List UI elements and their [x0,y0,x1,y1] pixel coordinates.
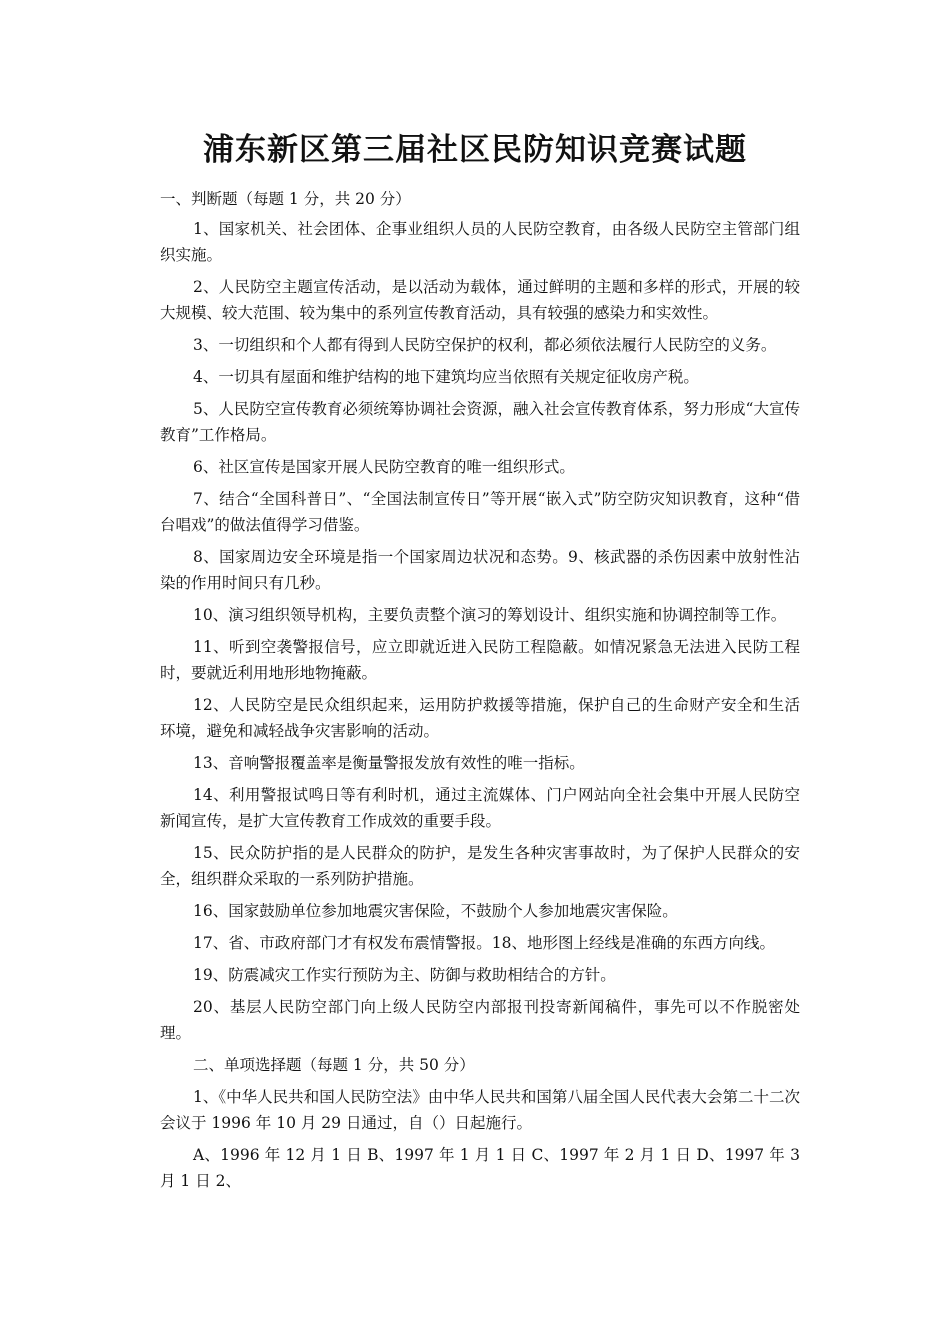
question-10: 10、演习组织领导机构，主要负责整个演习的筹划设计、组织实施和协调控制等工作。 [193,606,787,624]
page-title: 浦东新区第三届社区民防知识竞赛试题 [203,132,747,168]
question-15: 15、民众防护指的是人民群众的防护，是发生各种灾害事故时，为了保护人民群众的安全，组织群众采取的一系列防护措施。 [160,844,800,888]
question-20: 20、基层人民防空部门向上级人民防空内部报刊投寄新闻稿件，事先可以不作脱密处理。 [160,998,800,1042]
question-2: 2、人民防空主题宣传活动，是以活动为载体，通过鲜明的主题和多样的形式，开展的较大规模、较大范围、较为集中的系列宣传教育活动，具有较强的感染力和实效性。 [160,278,800,322]
document-body [160,186,800,1200]
question-8-9: 8、国家周边安全环境是指一个国家周边状况和态势。9、核武器的杀伤因素中放射性沾染的作用时间只有几秒。 [160,548,800,592]
question-12: 12、人民防空是民众组织起来，运用防护救援等措施，保护自己的生命财产安全和生活环境，避免和减轻战争灾害影响的活动。 [160,696,800,740]
question-19: 19、防震减灾工作实行预防为主、防御与救助相结合的方针。 [193,966,616,984]
question-14: 14、利用警报试鸣日等有利时机，通过主流媒体、门户网站向全社会集中开展人民防空新闻宣传，是扩大宣传教育工作成效的重要手段。 [160,786,800,830]
question-7: 7、结合“全国科普日”、“全国法制宣传日”等开展“嵌入式”防空防灾知识教育，这种“借台唱戏”的做法值得学习借鉴。 [160,490,800,534]
question-16: 16、国家鼓励单位参加地震灾害保险，不鼓励个人参加地震灾害保险。 [193,902,678,920]
question-6: 6、社区宣传是国家开展人民防空教育的唯一组织形式。 [193,458,575,476]
question-17-18: 17、省、市政府部门才有权发布震情警报。18、地形图上经线是准确的东西方向线。 [193,934,775,952]
choice-options-1: A、1996 年 12 月 1 日 B、1997 年 1 月 1 日 C、1997 年 2 月 1 日 D、1997 年 3 月 1 日 2、 [160,1146,800,1190]
question-4: 4、一切具有屋面和维护结构的地下建筑均应当依照有关规定征收房产税。 [193,368,699,386]
section-heading-true-false: 一、判断题（每题 1 分，共 20 分） [160,190,411,208]
question-11: 11、听到空袭警报信号，应立即就近进入民防工程隐蔽。如情况紧急无法进入民防工程时，要就近利用地形地物掩蔽。 [160,638,800,682]
question-1: 1、国家机关、社会团体、企事业组织人员的人民防空教育，由各级人民防空主管部门组织实施。 [160,220,800,264]
section-heading-single-choice: 二、单项选择题（每题 1 分，共 50 分） [193,1056,475,1074]
question-5: 5、人民防空宣传教育必须统筹协调社会资源，融入社会宣传教育体系，努力形成“大宣传教育”工作格局。 [160,400,800,444]
choice-question-1: 1、《中华人民共和国人民防空法》由中华人民共和国第八届全国人民代表大会第二十二次会议于 1996 年 10 月 29 日通过，自（）日起施行。 [160,1088,800,1132]
question-3: 3、一切组织和个人都有得到人民防空保护的权利，都必须依法履行人民防空的义务。 [193,336,777,354]
question-13: 13、音响警报覆盖率是衡量警报发放有效性的唯一指标。 [193,754,585,772]
